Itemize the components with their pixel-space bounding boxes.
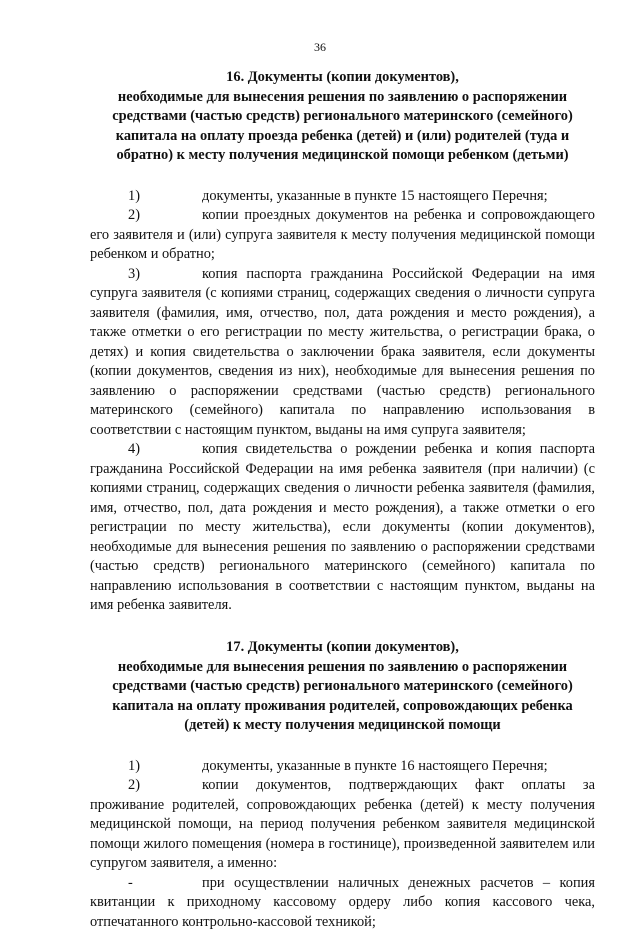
list-item [90, 187, 595, 207]
heading-line: средствами (частью средств) регионального материнского (семейного) [112, 108, 573, 125]
item-marker: 4) [128, 441, 140, 458]
list-item [90, 757, 595, 777]
heading-line: необходимые для вынесения решения по заявлению о распоряжении [117, 658, 568, 675]
heading-line: капитала на оплату проживания родителей, сопровождающих ребенка [112, 697, 573, 714]
item-marker: 3) [128, 265, 140, 282]
heading-line: капитала на оплату проезда ребенка (детей) и (или) родителей (туда и [115, 127, 570, 144]
heading-line: (детей) к месту получения медицинской помощи [184, 717, 501, 734]
list-item [90, 206, 595, 265]
heading-line: 17. Документы (копии документов), [226, 638, 459, 655]
item-text: документы, указанные в пункте 15 настоящего Перечня; [202, 187, 548, 204]
item-marker: 2) [128, 207, 140, 224]
item-text: копии документов, подтверждающих факт оплаты за проживание родителей, сопровождающих ребенка (детей) к месту получения медицинской помощи, на период получения ребенком заявителя медицинской помощи жилого помещения (номера в гостинице), произведенной заявителем или супругом заявителя, а именно: [90, 777, 595, 872]
item-text: копии проездных документов на ребенка и сопровождающего его заявителя и (или) супруга заявителя к месту получения медицинской помощи ребенком и обратно; [90, 207, 595, 263]
list-item [90, 776, 595, 874]
heading-line: обратно) к месту получения медицинской помощи ребенком (детьми) [116, 147, 569, 164]
item-marker: 2) [128, 777, 140, 794]
heading-line: 16. Документы (копии документов), [226, 69, 459, 85]
section-17-items [90, 757, 595, 932]
document-body [90, 68, 595, 932]
item-marker: 1) [128, 187, 140, 204]
item-text: документы, указанные в пункте 16 настоящего Перечня; [202, 757, 548, 774]
heading-line: средствами (частью средств) регионального материнского (семейного) [112, 678, 573, 695]
item-text: при осуществлении наличных денежных расчетов – копия квитанции к приходному кассовому ордеру либо копия кассового чека, отпечатанного контрольно-кассовой техникой; [90, 874, 595, 930]
section-16-heading [90, 68, 595, 166]
item-marker: 1) [128, 757, 140, 774]
page-number: 36 [314, 40, 326, 54]
section-17-heading [90, 638, 595, 736]
heading-line: необходимые для вынесения решения по заявлению о распоряжении [117, 88, 568, 105]
item-marker: - [128, 874, 133, 891]
list-item [90, 440, 595, 616]
item-text: копия паспорта гражданина Российской Федерации на имя супруга заявителя (с копиями страниц, содержащих сведения о личности супруга заявителя (фамилия, имя, отчество, пол, дата рождения и место рождения), а также отметки о его регистрации по месту жительства, о регистрации брака, о детях) и копия свидетельства о заключении брака заявителя, если документы (копии документов, сведения из них), необходимые для вынесения решения по заявлению о распоряжении средствами (частью средств) регионального материнского (семейного) капитала по направлению использования в соответствии с настоящим пунктом, выданы на имя супруга заявителя; [90, 265, 595, 438]
section-16-items [90, 187, 595, 616]
item-text: копия свидетельства о рождении ребенка и копия паспорта гражданина Российской Федерации на имя ребенка заявителя (при наличии) (с копиями страниц, содержащих сведения о личности ребенка заявителя (фамилия, имя, отчество, пол, дата рождения и место рождения), а также отметки о его регистрации по месту жительства), если документы (копии документов), необходимые для вынесения решения по заявлению о распоряжении средствами (частью средств) регионального материнского (семейного) капитала по направлению использования в соответствии с настоящим пунктом, выданы на имя ребенка заявителя. [90, 441, 595, 614]
list-item [90, 874, 595, 932]
list-item [90, 265, 595, 441]
